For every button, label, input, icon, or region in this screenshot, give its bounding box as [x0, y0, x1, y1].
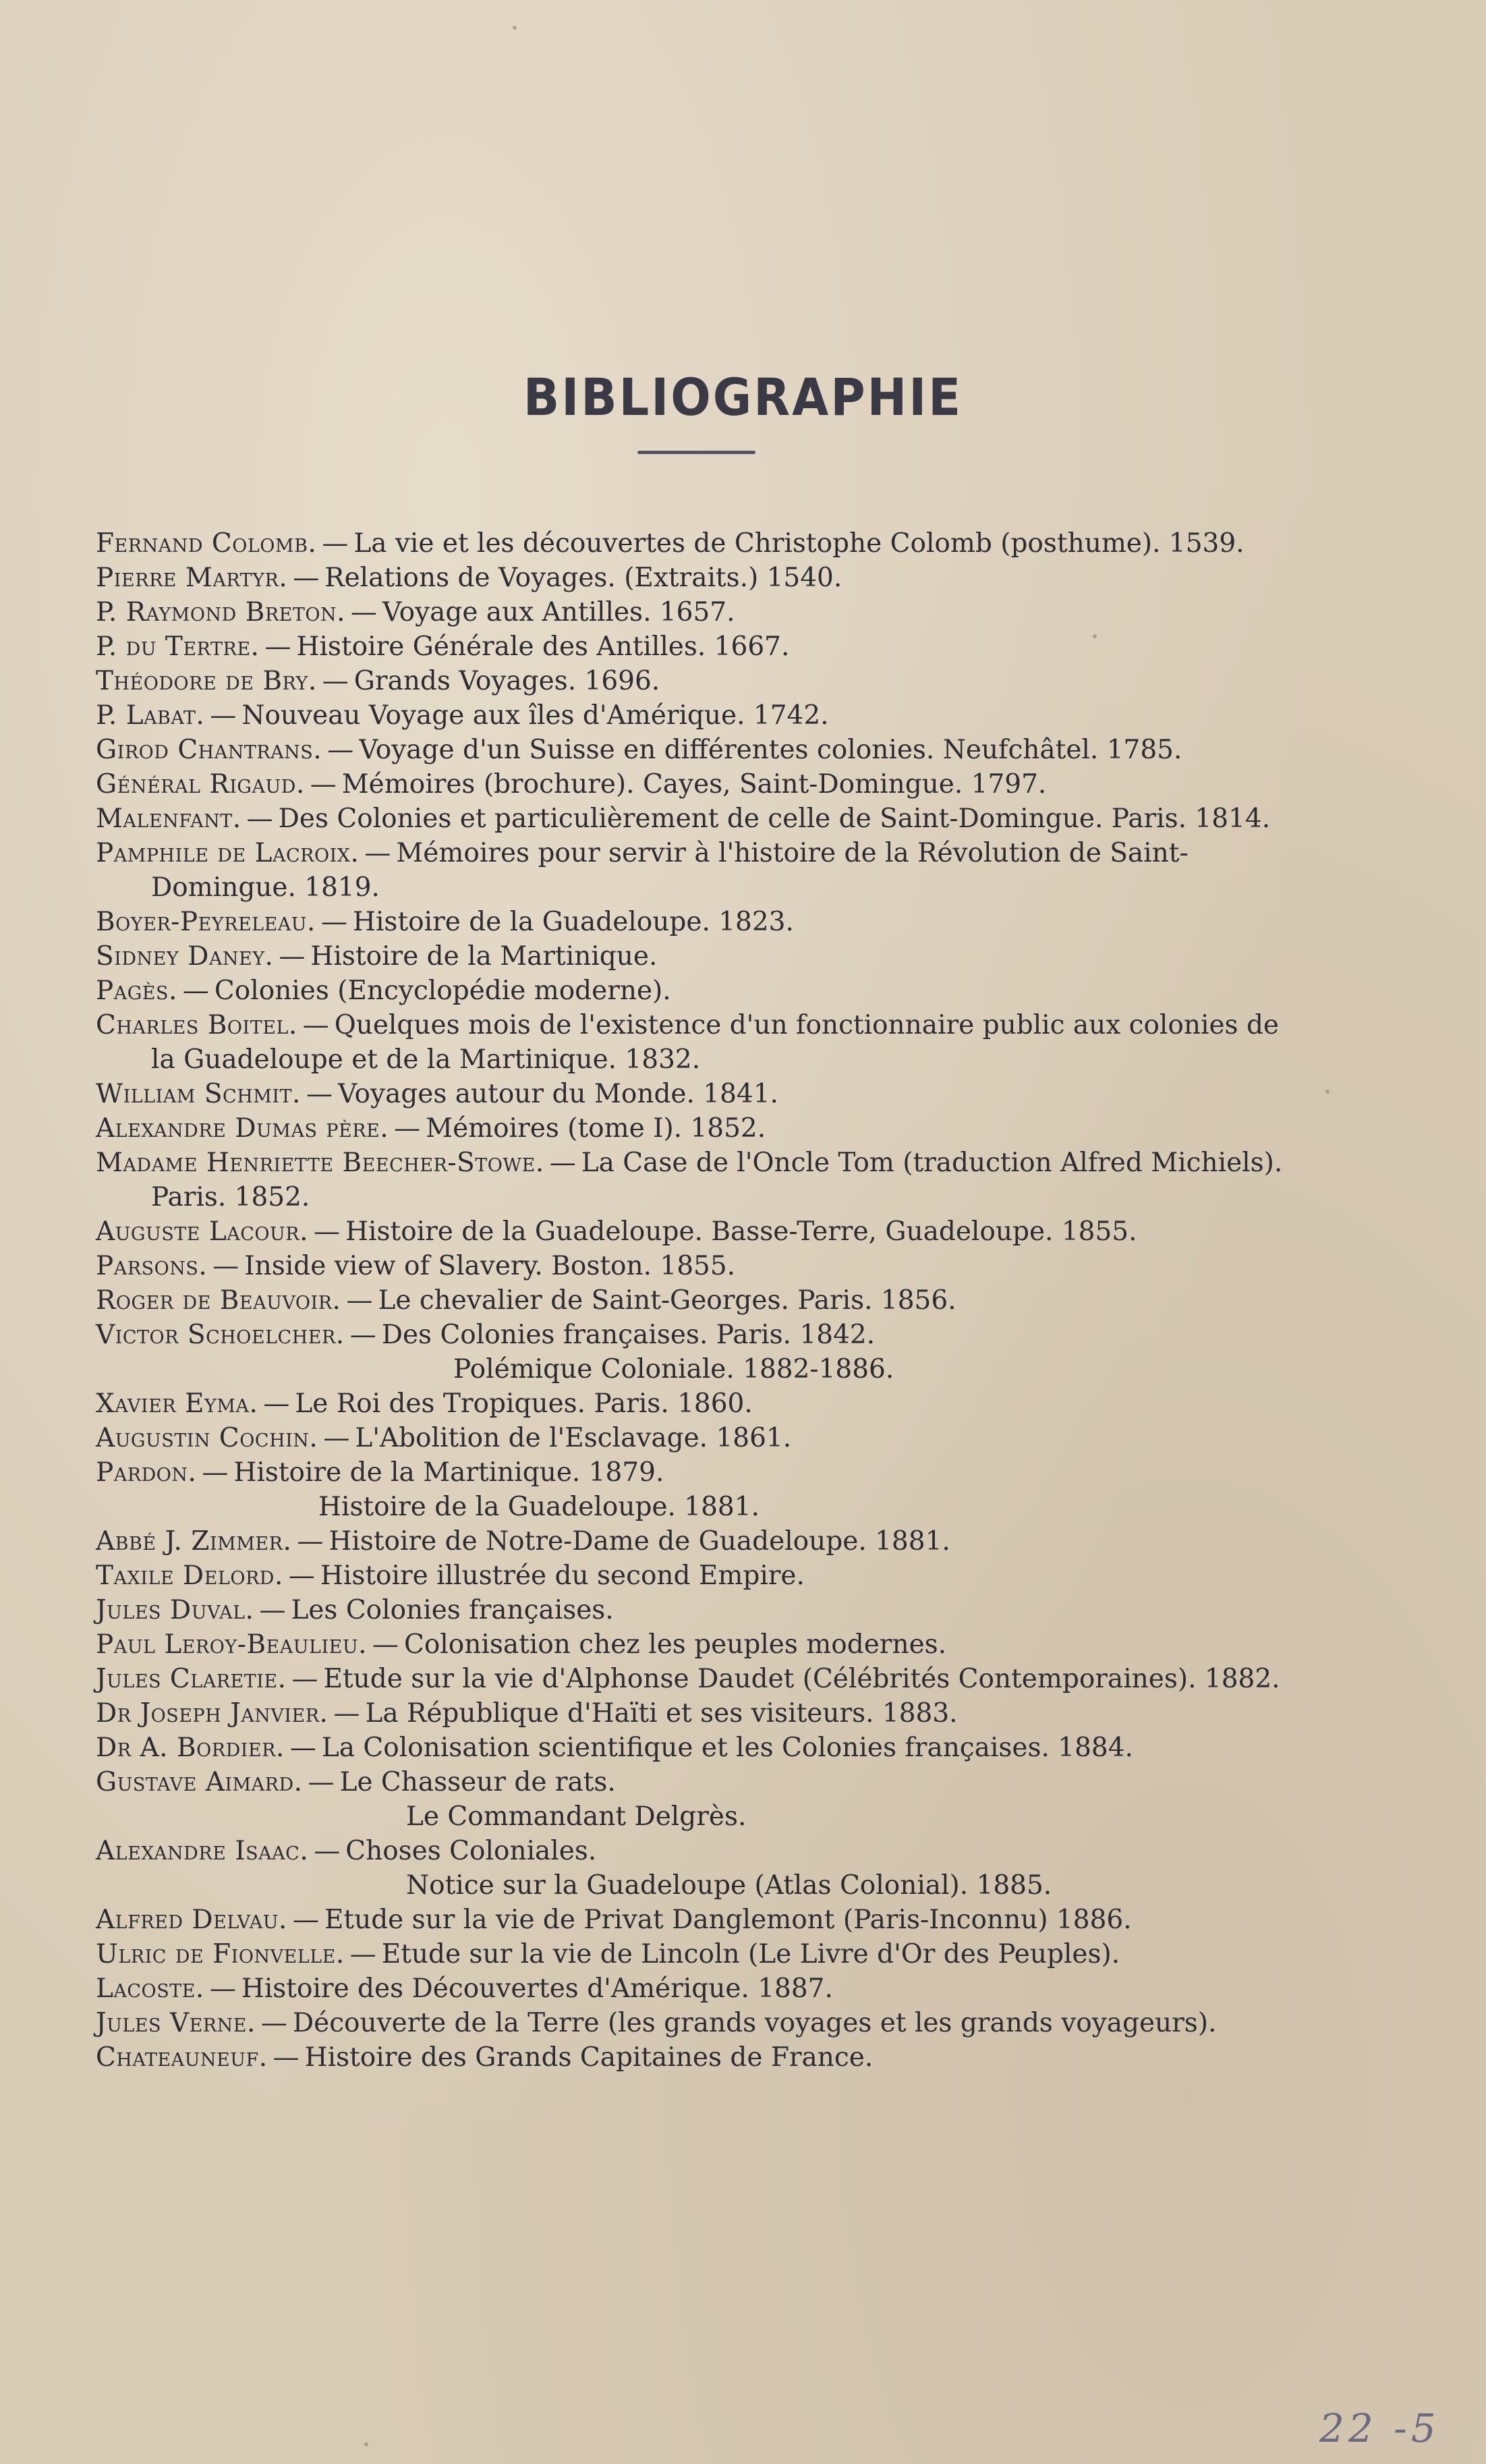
- entry-separator: —: [291, 1664, 318, 1694]
- entry-work: Le Chasseur de rats.: [339, 1767, 616, 1797]
- paper-speck: [1325, 1090, 1330, 1094]
- entry-work: Etude sur la vie d'Alphonse Daudet (Célébrités Contemporaines). 1882.: [323, 1664, 1280, 1694]
- entry-work: Voyage aux Antilles. 1657.: [382, 597, 735, 627]
- bibliography-entry: [96, 1318, 1296, 1352]
- bibliography-entry: [96, 1731, 1296, 1765]
- entry-separator: —: [293, 563, 320, 593]
- bibliography-entry: [96, 1077, 1296, 1111]
- entry-author: Jules Claretie.: [96, 1664, 287, 1694]
- entry-separator: —: [351, 597, 378, 627]
- entry-separator: —: [289, 1733, 316, 1763]
- entry-author: P. du Tertre.: [96, 632, 260, 662]
- entry-work: Histoire de la Martinique.: [310, 941, 658, 972]
- entry-author: William Schmit.: [96, 1079, 301, 1109]
- bibliography-entry: [96, 733, 1296, 767]
- entry-author: Alexandre Dumas père.: [96, 1113, 389, 1144]
- bibliography-entry: [96, 1696, 1296, 1731]
- entry-author: Dr Joseph Janvier.: [96, 1698, 328, 1729]
- entry-author: Alfred Delvau.: [96, 1905, 287, 1935]
- entry-continuation: Polémique Coloniale. 1882-1886.: [453, 1354, 894, 1384]
- entry-author: Parsons.: [96, 1251, 208, 1281]
- bibliography-entry: [96, 1593, 1296, 1627]
- entry-work: Quelques mois de l'existence d'un fonctionnaire public aux colonies de la Guadeloupe et de la Martinique. 1832.: [151, 1010, 1280, 1075]
- entry-work: Des Colonies et particulièrement de celle de Saint-Domingue. Paris. 1814.: [278, 804, 1271, 834]
- entry-separator: —: [314, 1836, 341, 1866]
- entry-separator: —: [209, 1973, 236, 2004]
- bibliography-entry: [96, 767, 1296, 802]
- entry-author: Pamphile de Lacroix.: [96, 838, 360, 868]
- entry-author: Augustin Cochin.: [96, 1423, 318, 1453]
- entry-work: Colonisation chez les peuples modernes.: [403, 1629, 947, 1660]
- entry-work: Histoire de la Guadeloupe. 1823.: [352, 907, 794, 937]
- bibliography-entry: [96, 561, 1296, 595]
- entry-author: P. Labat.: [96, 700, 205, 731]
- entry-work: Mémoires pour servir à l'histoire de la Révolution de Saint-Domingue. 1819.: [151, 838, 1189, 903]
- bibliography-list: [96, 526, 1296, 2075]
- entry-work: Histoire des Découvertes d'Amérique. 1887.: [241, 1973, 833, 2004]
- entry-work: Mémoires (brochure). Cayes, Saint-Domingue. 1797.: [341, 769, 1047, 800]
- entry-author: Théodore de Bry.: [96, 666, 317, 696]
- entry-separator: —: [182, 976, 209, 1006]
- entry-work: Les Colonies françaises.: [291, 1595, 614, 1625]
- entry-work: Histoire de la Guadeloupe. Basse-Terre, Guadeloupe. 1855.: [345, 1216, 1137, 1247]
- title-underline: [637, 451, 755, 454]
- bibliography-entry: [96, 1937, 1296, 1971]
- entry-work: Choses Coloniales.: [345, 1836, 597, 1866]
- entry-author: Jules Verne.: [96, 2008, 256, 2038]
- paper-speck: [364, 2442, 368, 2446]
- bibliography-entry: [96, 1971, 1296, 2006]
- bibliography-entry: [96, 1903, 1296, 1937]
- entry-author: Xavier Eyma.: [96, 1389, 258, 1419]
- entry-work: Histoire Générale des Antilles. 1667.: [296, 632, 790, 662]
- entry-work: Découverte de la Terre (les grands voyages et les grands voyageurs).: [292, 2008, 1217, 2038]
- entry-separator: —: [297, 1526, 324, 1557]
- entry-work: Etude sur la vie de Lincoln (Le Livre d'Or des Peuples).: [381, 1939, 1120, 1969]
- entry-separator: —: [322, 666, 349, 696]
- entry-work: La Case de l'Oncle Tom (traduction Alfred Michiels). Paris. 1852.: [151, 1148, 1283, 1212]
- bibliography-entry: [96, 1146, 1296, 1214]
- entry-work: Le Roi des Tropiques. Paris. 1860.: [295, 1389, 753, 1419]
- entry-author: Auguste Lacour.: [96, 1216, 309, 1247]
- paper-speck: [513, 26, 517, 30]
- bibliography-entry: [96, 1008, 1296, 1077]
- entry-separator: —: [202, 1457, 229, 1488]
- entry-separator: —: [210, 700, 237, 731]
- bibliography-entry: [96, 1455, 1296, 1490]
- entry-work: Voyage d'un Suisse en différentes colonies. Neufchâtel. 1785.: [359, 735, 1182, 765]
- entry-author: Madame Henriette Beecher-Stowe.: [96, 1148, 544, 1178]
- entry-author: Charles Boitel.: [96, 1010, 297, 1040]
- entry-work: Colonies (Encyclopédie moderne).: [214, 976, 671, 1006]
- entry-author: Pardon.: [96, 1457, 197, 1488]
- bibliography-entry: [96, 1524, 1296, 1559]
- entry-separator: —: [273, 2042, 299, 2073]
- entry-work: La Colonisation scientifique et les Colonies françaises. 1884.: [321, 1733, 1133, 1763]
- entry-author: Pagès.: [96, 976, 177, 1006]
- entry-separator: —: [260, 2008, 287, 2038]
- entry-author: Ulric de Fionvelle.: [96, 1939, 345, 1969]
- entry-separator: —: [349, 1939, 376, 1969]
- bibliography-entry: [96, 974, 1296, 1008]
- entry-work: La République d'Haïti et ses visiteurs. 1883.: [365, 1698, 958, 1729]
- entry-work: Histoire des Grands Capitaines de France.: [304, 2042, 874, 2073]
- bibliography-entry: [96, 2040, 1296, 2075]
- entry-work: La vie et les découvertes de Christophe Colomb (posthume). 1539.: [353, 528, 1245, 559]
- bibliography-entry: [96, 629, 1296, 664]
- entry-separator: —: [308, 1767, 335, 1797]
- entry-separator: —: [364, 838, 391, 868]
- bibliography-entry: [96, 1627, 1296, 1662]
- entry-separator: —: [549, 1148, 576, 1178]
- entry-author: Pierre Martyr.: [96, 563, 288, 593]
- entry-author: Boyer-Peyreleau.: [96, 907, 316, 937]
- entry-work: L'Abolition de l'Esclavage. 1861.: [355, 1423, 792, 1453]
- entry-separator: —: [288, 1561, 315, 1591]
- entry-separator: —: [259, 1595, 286, 1625]
- entry-work: Inside view of Slavery. Boston. 1855.: [244, 1251, 736, 1281]
- entry-work: Histoire illustrée du second Empire.: [320, 1561, 805, 1591]
- bibliography-entry: [96, 2006, 1296, 2040]
- bibliography-entry: [96, 836, 1296, 905]
- entry-separator: —: [320, 907, 347, 937]
- entry-author: Girod Chantrans.: [96, 735, 322, 765]
- entry-continuation: Histoire de la Guadeloupe. 1881.: [318, 1492, 760, 1522]
- entry-author: Jules Duval.: [96, 1595, 254, 1625]
- bibliography-entry: [96, 1834, 1296, 1868]
- entry-separator: —: [306, 1079, 333, 1109]
- entry-separator: —: [310, 769, 337, 800]
- entry-author: Abbé J. Zimmer.: [96, 1526, 292, 1557]
- entry-author: Alexandre Isaac.: [96, 1836, 309, 1866]
- entry-author: Chateauneuf.: [96, 2042, 268, 2073]
- entry-author: Victor Schoelcher.: [96, 1320, 345, 1350]
- entry-separator: —: [279, 941, 306, 972]
- entry-continuation: Notice sur la Guadeloupe (Atlas Colonial). 1885.: [406, 1870, 1052, 1901]
- entry-author: P. Raymond Breton.: [96, 597, 346, 627]
- bibliography-entry: [96, 664, 1296, 698]
- entry-work: Relations de Voyages. (Extraits.) 1540.: [324, 563, 842, 593]
- entry-work: Voyages autour du Monde. 1841.: [337, 1079, 778, 1109]
- entry-separator: —: [372, 1629, 399, 1660]
- entry-separator: —: [346, 1285, 373, 1316]
- bibliography-entry: [96, 1765, 1296, 1799]
- entry-separator: —: [349, 1320, 376, 1350]
- bibliography-entry: [96, 1249, 1296, 1283]
- bibliography-entry: [96, 1662, 1296, 1696]
- entry-work: Nouveau Voyage aux îles d'Amérique. 1742.: [241, 700, 829, 731]
- entry-work: Histoire de Notre-Dame de Guadeloupe. 1881.: [328, 1526, 950, 1557]
- entry-author: Taxile Delord.: [96, 1561, 283, 1591]
- page-title: BIBLIOGRAPHIE: [523, 367, 963, 428]
- entry-separator: —: [264, 632, 291, 662]
- entry-separator: —: [263, 1389, 290, 1419]
- entry-author: Dr A. Bordier.: [96, 1733, 285, 1763]
- handwritten-page-number: 22 -5: [1319, 2405, 1440, 2451]
- bibliography-entry: [96, 1283, 1296, 1318]
- bibliography-entry: [96, 1559, 1296, 1593]
- entry-work: Des Colonies françaises. Paris. 1842.: [381, 1320, 876, 1350]
- entry-separator: —: [323, 1423, 350, 1453]
- bibliography-entry: [96, 698, 1296, 733]
- entry-separator: —: [302, 1010, 329, 1040]
- bibliography-entry: [96, 1387, 1296, 1421]
- entry-separator: —: [327, 735, 354, 765]
- entry-continuation: Le Commandant Delgrès.: [406, 1801, 747, 1832]
- bibliography-entry: [96, 1214, 1296, 1249]
- entry-work: Etude sur la vie de Privat Danglemont (Paris-Inconnu) 1886.: [324, 1905, 1132, 1935]
- entry-separator: —: [212, 1251, 239, 1281]
- bibliography-entry: [96, 1111, 1296, 1146]
- entry-author: Fernand Colomb.: [96, 528, 317, 559]
- bibliography-entry: [96, 802, 1296, 836]
- entry-author: Paul Leroy-Beaulieu.: [96, 1629, 367, 1660]
- entry-work: Grands Voyages. 1696.: [353, 666, 660, 696]
- entry-author: Roger de Beauvoir.: [96, 1285, 341, 1316]
- entry-author: Lacoste.: [96, 1973, 204, 2004]
- entry-work: Mémoires (tome I). 1852.: [426, 1113, 766, 1144]
- entry-separator: —: [394, 1113, 421, 1144]
- entry-work: Histoire de la Martinique. 1879.: [233, 1457, 664, 1488]
- entry-author: Gustave Aimard.: [96, 1767, 303, 1797]
- bibliography-entry: [96, 526, 1296, 561]
- entry-separator: —: [314, 1216, 341, 1247]
- bibliography-entry: [96, 595, 1296, 629]
- entry-author: Général Rigaud.: [96, 769, 305, 800]
- entry-author: Malenfant.: [96, 804, 241, 834]
- bibliography-entry: [96, 939, 1296, 974]
- entry-separator: —: [333, 1698, 360, 1729]
- entry-separator: —: [246, 804, 273, 834]
- entry-work: Le chevalier de Saint-Georges. Paris. 1856.: [378, 1285, 956, 1316]
- paper-speck: [1093, 634, 1097, 638]
- bibliography-entry: [96, 1421, 1296, 1455]
- entry-separator: —: [322, 528, 349, 559]
- entry-separator: —: [292, 1905, 319, 1935]
- entry-author: Sidney Daney.: [96, 941, 274, 972]
- bibliography-entry: [96, 905, 1296, 939]
